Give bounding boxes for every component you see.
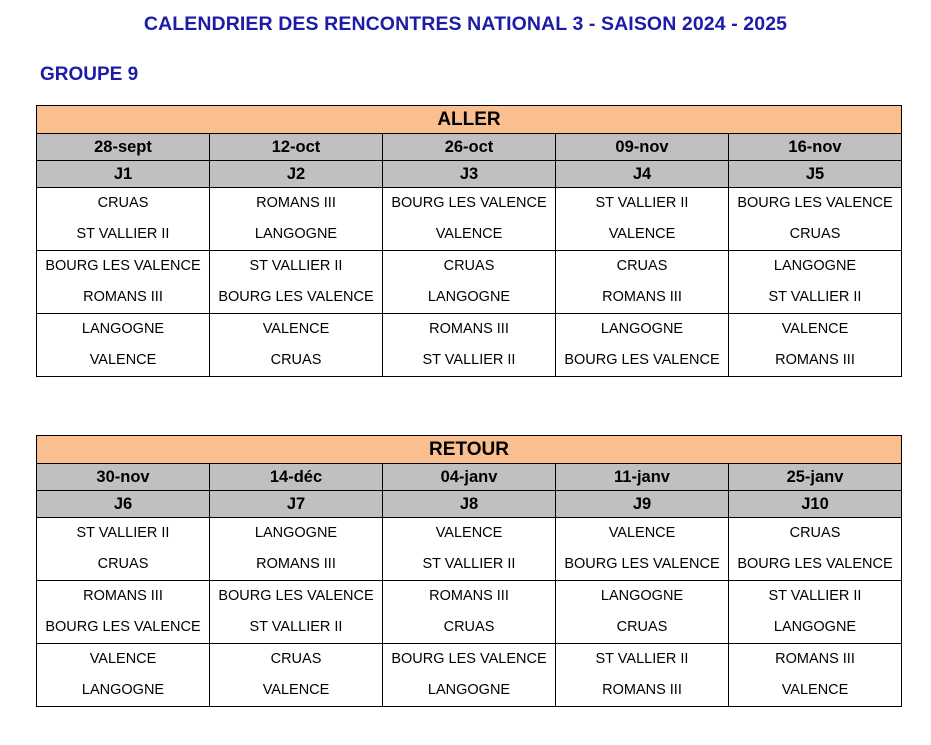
match-row	[37, 518, 902, 581]
matchday-cell: J10	[729, 491, 902, 518]
match-cell	[556, 251, 729, 314]
match-cell	[383, 251, 556, 314]
home-team: CRUAS	[97, 195, 149, 211]
date-cell: 16-nov	[729, 134, 902, 161]
away-team: VALENCE	[89, 352, 157, 368]
away-team: BOURG LES VALENCE	[45, 619, 201, 635]
home-team: ROMANS III	[256, 195, 336, 211]
home-team: CRUAS	[616, 258, 668, 274]
home-team: VALENCE	[262, 321, 330, 337]
match-cell	[383, 644, 556, 707]
match-cell	[37, 518, 210, 581]
home-team: ROMANS III	[429, 588, 509, 604]
home-team: ST VALLIER II	[595, 651, 689, 667]
home-team: LANGOGNE	[81, 321, 165, 337]
home-team: CRUAS	[443, 258, 495, 274]
match-cell	[210, 581, 383, 644]
match-cell	[37, 251, 210, 314]
away-team: ST VALLIER II	[422, 556, 516, 572]
page-title: CALENDRIER DES RENCONTRES NATIONAL 3 - SAISON 2024 - 2025	[143, 13, 788, 35]
away-team: ST VALLIER II	[422, 352, 516, 368]
away-team: CRUAS	[443, 619, 495, 635]
home-team: LANGOGNE	[600, 588, 684, 604]
home-team: ROMANS III	[429, 321, 509, 337]
away-team: CRUAS	[789, 226, 841, 242]
home-team: ST VALLIER II	[249, 258, 343, 274]
date-cell: 04-janv	[383, 464, 556, 491]
home-team: VALENCE	[608, 525, 676, 541]
away-team: BOURG LES VALENCE	[218, 289, 374, 305]
match-cell	[556, 644, 729, 707]
match-cell	[383, 518, 556, 581]
home-team: BOURG LES VALENCE	[737, 195, 893, 211]
retour-schedule-table	[36, 435, 902, 707]
home-team: LANGOGNE	[773, 258, 857, 274]
home-team: VALENCE	[89, 651, 157, 667]
date-cell: 30-nov	[37, 464, 210, 491]
match-cell	[37, 644, 210, 707]
home-team: ST VALLIER II	[76, 525, 170, 541]
match-cell	[210, 314, 383, 377]
match-row	[37, 188, 902, 251]
home-team: ST VALLIER II	[595, 195, 689, 211]
away-team: BOURG LES VALENCE	[737, 556, 893, 572]
home-team: BOURG LES VALENCE	[218, 588, 374, 604]
match-cell	[210, 251, 383, 314]
aller-schedule-table	[36, 105, 902, 377]
home-team: BOURG LES VALENCE	[391, 195, 547, 211]
match-cell	[37, 188, 210, 251]
home-team: CRUAS	[789, 525, 841, 541]
date-cell: 25-janv	[729, 464, 902, 491]
home-team: BOURG LES VALENCE	[391, 651, 547, 667]
match-cell	[210, 518, 383, 581]
away-team: VALENCE	[781, 682, 849, 698]
home-team: VALENCE	[781, 321, 849, 337]
matchday-cell: J9	[556, 491, 729, 518]
match-cell	[37, 314, 210, 377]
match-cell	[556, 518, 729, 581]
aller-phase-header: ALLER	[37, 106, 902, 134]
group-heading: GROUPE 9	[40, 64, 139, 85]
match-row	[37, 251, 902, 314]
away-team: VALENCE	[262, 682, 330, 698]
away-team: CRUAS	[616, 619, 668, 635]
date-cell: 28-sept	[37, 134, 210, 161]
away-team: ROMANS III	[602, 289, 682, 305]
away-team: ROMANS III	[256, 556, 336, 572]
match-row	[37, 581, 902, 644]
home-team: ROMANS III	[83, 588, 163, 604]
match-cell	[729, 251, 902, 314]
away-team: CRUAS	[97, 556, 149, 572]
home-team: ROMANS III	[775, 651, 855, 667]
retour-table	[36, 435, 902, 707]
away-team: BOURG LES VALENCE	[564, 556, 720, 572]
away-team: LANGOGNE	[427, 682, 511, 698]
date-cell: 26-oct	[383, 134, 556, 161]
matchday-cell: J2	[210, 161, 383, 188]
away-team: CRUAS	[270, 352, 322, 368]
away-team: ST VALLIER II	[76, 226, 170, 242]
away-team: LANGOGNE	[773, 619, 857, 635]
match-row	[37, 644, 902, 707]
away-team: ROMANS III	[83, 289, 163, 305]
away-team: VALENCE	[435, 226, 503, 242]
away-team: VALENCE	[608, 226, 676, 242]
away-team: ST VALLIER II	[768, 289, 862, 305]
date-cell: 11-janv	[556, 464, 729, 491]
matchday-cell: J7	[210, 491, 383, 518]
match-cell	[556, 581, 729, 644]
retour-phase-header: RETOUR	[37, 436, 902, 464]
away-team: ROMANS III	[775, 352, 855, 368]
match-cell	[383, 314, 556, 377]
matchday-cell: J5	[729, 161, 902, 188]
home-team: LANGOGNE	[600, 321, 684, 337]
match-cell	[556, 314, 729, 377]
match-cell	[383, 188, 556, 251]
home-team: LANGOGNE	[254, 525, 338, 541]
match-cell	[556, 188, 729, 251]
match-cell	[729, 581, 902, 644]
away-team: LANGOGNE	[81, 682, 165, 698]
match-cell	[729, 188, 902, 251]
away-team: ST VALLIER II	[249, 619, 343, 635]
away-team: BOURG LES VALENCE	[564, 352, 720, 368]
date-cell: 14-déc	[210, 464, 383, 491]
matchday-cell: J3	[383, 161, 556, 188]
date-cell: 12-oct	[210, 134, 383, 161]
match-row	[37, 314, 902, 377]
home-team: CRUAS	[270, 651, 322, 667]
home-team: ST VALLIER II	[768, 588, 862, 604]
match-cell	[729, 314, 902, 377]
home-team: VALENCE	[435, 525, 503, 541]
matchday-cell: J6	[37, 491, 210, 518]
match-cell	[383, 581, 556, 644]
away-team: LANGOGNE	[427, 289, 511, 305]
aller-table	[36, 105, 902, 377]
match-cell	[210, 644, 383, 707]
matchday-cell: J4	[556, 161, 729, 188]
date-cell: 09-nov	[556, 134, 729, 161]
match-cell	[210, 188, 383, 251]
matchday-cell: J1	[37, 161, 210, 188]
home-team: BOURG LES VALENCE	[45, 258, 201, 274]
match-cell	[729, 644, 902, 707]
matchday-cell: J8	[383, 491, 556, 518]
match-cell	[37, 581, 210, 644]
away-team: LANGOGNE	[254, 226, 338, 242]
match-cell	[729, 518, 902, 581]
away-team: ROMANS III	[602, 682, 682, 698]
